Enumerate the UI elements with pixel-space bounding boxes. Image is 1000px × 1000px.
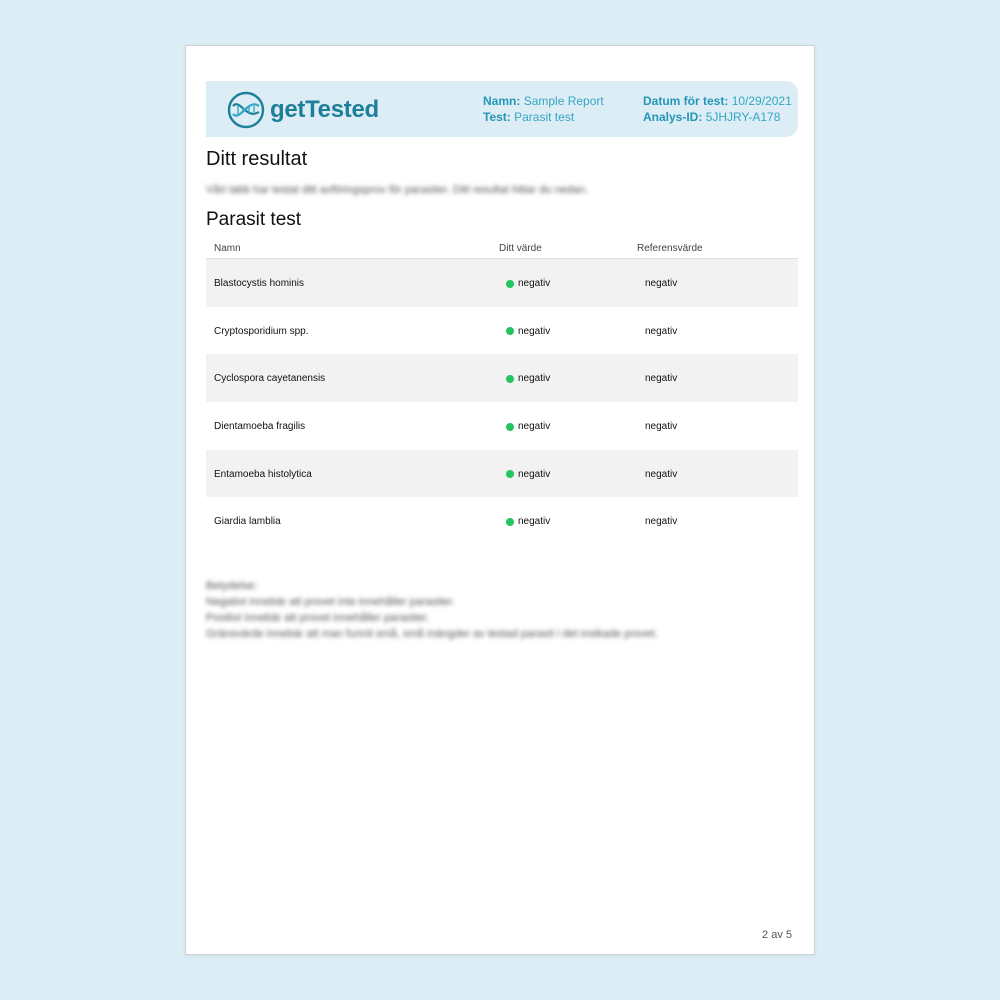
legend-line: Betydelse: [206, 580, 258, 592]
row-reference: negativ [645, 325, 678, 337]
row-reference: negativ [645, 421, 678, 433]
results-table [206, 240, 798, 545]
column-header-name: Namn [214, 243, 241, 254]
legend-line: Gränsvärde innebär att man funnit små, små mängder av testad parasit i det insikade provet. [206, 628, 658, 640]
analysis-id-label: Analys-ID: [643, 110, 703, 124]
brand-logo [226, 90, 379, 130]
report-page [185, 45, 815, 955]
report-meta-left [483, 93, 604, 125]
row-value [506, 326, 550, 337]
test-value: Parasit test [514, 110, 575, 124]
row-value-text: negativ [518, 373, 551, 385]
row-value [506, 373, 550, 384]
row-value-text: negativ [518, 516, 551, 528]
result-intro: Vårt labb har testat ditt avföringsprov för parasiter. Ditt resultat hittar du nedan. [206, 184, 589, 196]
row-value [506, 278, 550, 289]
row-reference: negativ [645, 516, 678, 528]
table-row [206, 259, 798, 307]
result-heading: Ditt resultat [206, 148, 308, 170]
legend-line: Positivt innebär att provet innehåller parasiter. [206, 612, 430, 624]
report-header [206, 81, 798, 137]
status-dot-icon [506, 280, 514, 288]
section-heading: Parasit test [206, 209, 302, 230]
brand-name: getTested [270, 96, 379, 123]
status-dot-icon [506, 327, 514, 335]
name-label: Namn: [483, 94, 521, 108]
row-value [506, 421, 550, 432]
table-row [206, 497, 798, 545]
test-label: Test: [483, 110, 511, 124]
date-value: 10/29/2021 [731, 94, 792, 108]
date-label: Datum för test: [643, 94, 729, 108]
name-value: Sample Report [523, 94, 604, 108]
row-value [506, 516, 550, 527]
row-reference: negativ [645, 468, 678, 480]
page-number: 2 av 5 [762, 929, 792, 941]
status-dot-icon [506, 375, 514, 383]
row-value-text: negativ [518, 468, 551, 480]
column-header-reference: Referensvärde [637, 243, 703, 254]
row-name: Dientamoeba fragilis [214, 421, 306, 433]
analysis-id-value: 5JHJRY-A178 [705, 110, 781, 124]
legend-line: Negativt innebär att provet inte innehåller parasiter. [206, 596, 455, 608]
row-value [506, 469, 550, 480]
row-value-text: negativ [518, 278, 551, 289]
row-reference: negativ [645, 278, 678, 289]
row-name: Entamoeba histolytica [214, 468, 312, 480]
result-legend [206, 578, 658, 642]
row-name: Cyclospora cayetanensis [214, 373, 326, 385]
row-value-text: negativ [518, 421, 551, 433]
row-name: Cryptosporidium spp. [214, 325, 309, 337]
status-dot-icon [506, 518, 514, 526]
row-name: Blastocystis hominis [214, 278, 305, 289]
table-row [206, 354, 798, 402]
report-meta-right [643, 93, 792, 125]
row-value-text: negativ [518, 325, 551, 337]
dna-logo-icon [226, 90, 266, 130]
status-dot-icon [506, 423, 514, 431]
column-header-value: Ditt värde [499, 243, 542, 254]
row-reference: negativ [645, 373, 678, 385]
table-row [206, 450, 798, 498]
table-row [206, 307, 798, 355]
table-row [206, 402, 798, 450]
row-name: Giardia lamblia [214, 516, 281, 528]
table-header [206, 240, 798, 259]
status-dot-icon [506, 470, 514, 478]
